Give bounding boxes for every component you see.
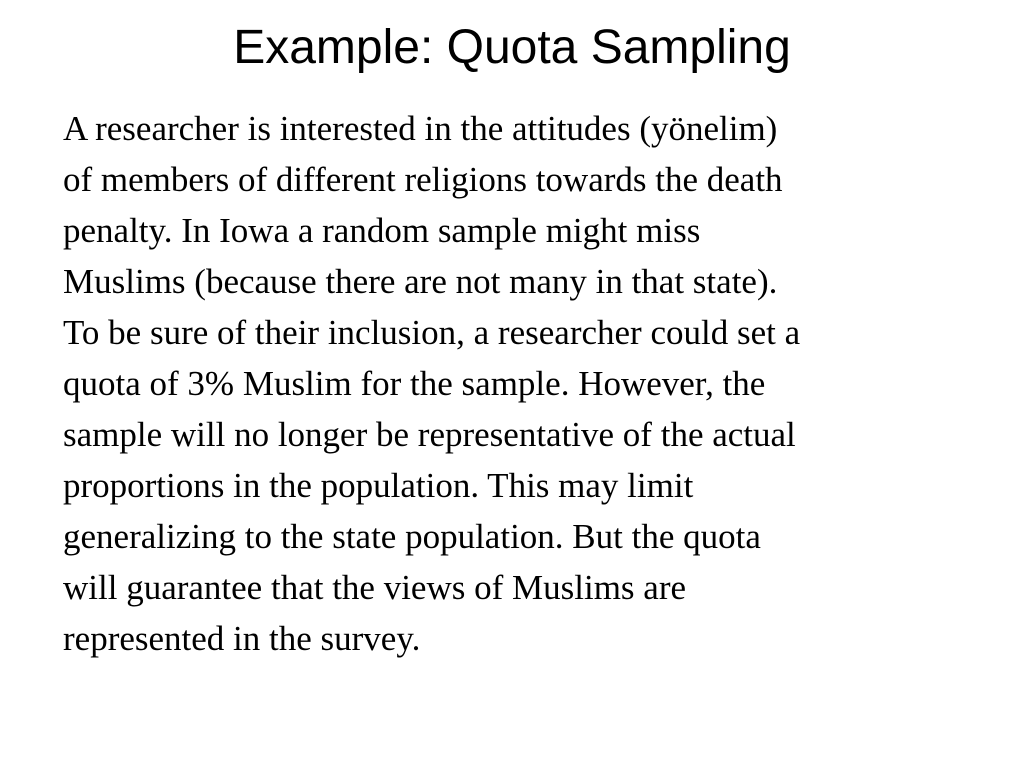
body-line: A researcher is interested in the attitudes (yönelim) — [63, 109, 778, 148]
body-line: To be sure of their inclusion, a researcher could set a — [63, 313, 801, 352]
body-line: Muslims (because there are not many in that state). — [63, 262, 778, 301]
body-line: penalty. In Iowa a random sample might miss — [63, 211, 701, 250]
body-line: generalizing to the state population. But the quota — [63, 517, 761, 556]
body-line: will guarantee that the views of Muslims are — [63, 568, 687, 607]
slide-body-text — [63, 103, 993, 664]
body-line: of members of different religions towards the death — [63, 160, 783, 199]
slide-title: Example: Quota Sampling — [233, 21, 791, 74]
body-line: proportions in the population. This may limit — [63, 466, 694, 505]
body-line: represented in the survey. — [63, 619, 421, 658]
body-line: sample will no longer be representative of the actual — [63, 415, 796, 454]
body-line: quota of 3% Muslim for the sample. However, the — [63, 364, 766, 403]
